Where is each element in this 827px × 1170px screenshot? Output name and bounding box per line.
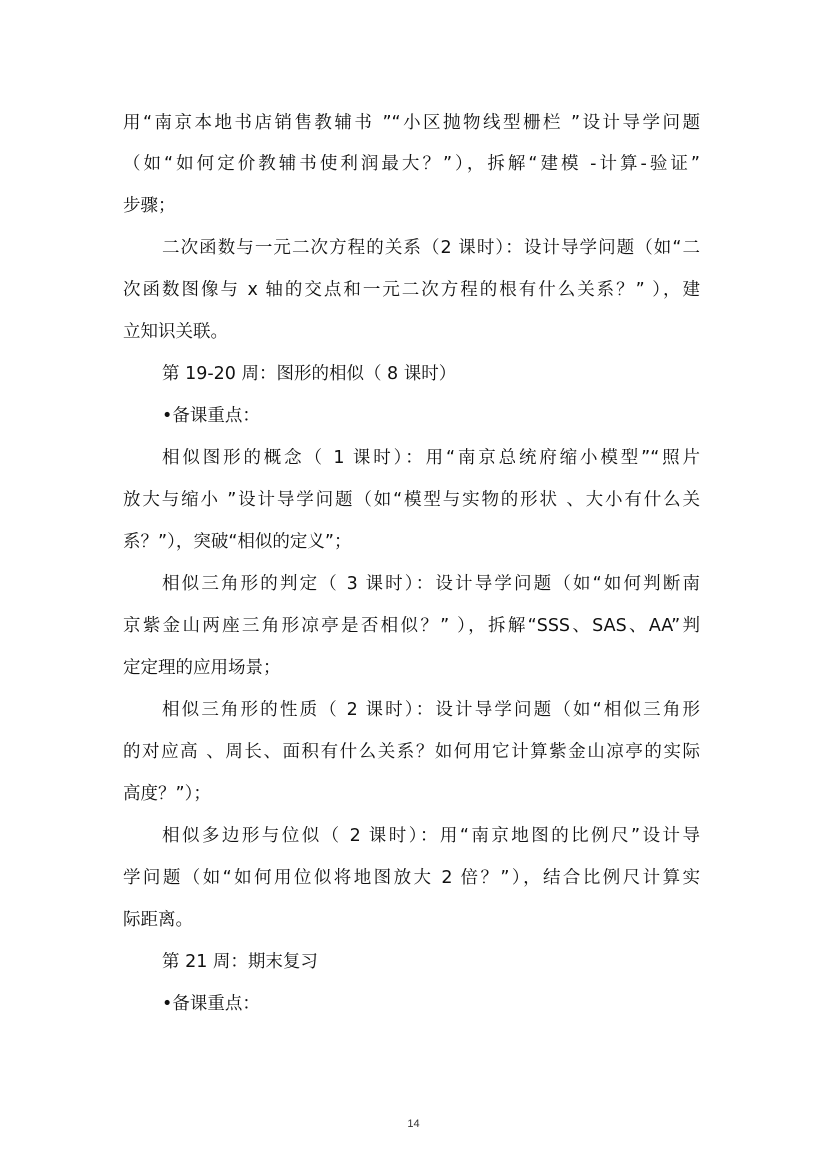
section-heading-week-21: 第 21 周：期末复习: [162, 952, 318, 972]
page-number: 14: [407, 1118, 420, 1130]
text-line-11: 系？”），突破“相似的定义”；: [123, 532, 352, 552]
text-line-6: 立知识关联。: [123, 322, 228, 342]
text-line-12: 相似三角形的判定（ 3 课时）：设计导学问题（如“如何判断南: [162, 574, 700, 594]
text-line-10: 放大与缩小 ”设计导学问题（如“模型与实物的形状 、大小有什么关: [123, 490, 700, 510]
text-line-15: 相似三角形的性质（ 2 课时）：设计导学问题（如“相似三角形: [162, 700, 700, 720]
text-line-16: 的对应高 、周长、面积有什么关系？如何用它计算紫金山凉亭的实际: [123, 742, 700, 762]
text-line-3: 步骤；: [123, 196, 176, 216]
text-line-20: 际距离。: [123, 910, 193, 930]
section-heading-weeks-19-20: 第 19-20 周：图形的相似（ 8 课时）: [162, 364, 457, 384]
text-line-17: 高度？”）；: [123, 784, 211, 804]
text-line-1: 用“南京本地书店销售教辅书 ”“小区抛物线型栅栏 ”设计导学问题: [123, 113, 700, 133]
text-line-13: 京紫金山两座三角形凉亭是否相似？” ），拆解“SSS、SAS、AA”判: [123, 616, 700, 636]
text-line-5: 次函数图像与 x 轴的交点和一元二次方程的根有什么关系？” ），建: [123, 280, 700, 300]
text-line-19: 学问题（如“如何用位似将地图放大 2 倍？”），结合比例尺计算实: [123, 868, 700, 888]
text-line-9: 相似图形的概念（ 1 课时）：用“南京总统府缩小模型”“照片: [162, 448, 700, 468]
text-line-14: 定定理的应用场景；: [123, 658, 281, 678]
text-line-18: 相似多边形与位似（ 2 课时）：用“南京地图的比例尺”设计导: [162, 826, 700, 846]
prep-focus-heading-2: •备课重点：: [162, 994, 260, 1014]
prep-focus-heading-1: •备课重点：: [162, 406, 260, 426]
text-line-2: （如“如何定价教辅书使利润最大？”），拆解“建模 -计算-验证”: [123, 154, 700, 174]
text-line-4: 二次函数与一元二次方程的关系（2 课时）：设计导学问题（如“二: [162, 238, 700, 258]
